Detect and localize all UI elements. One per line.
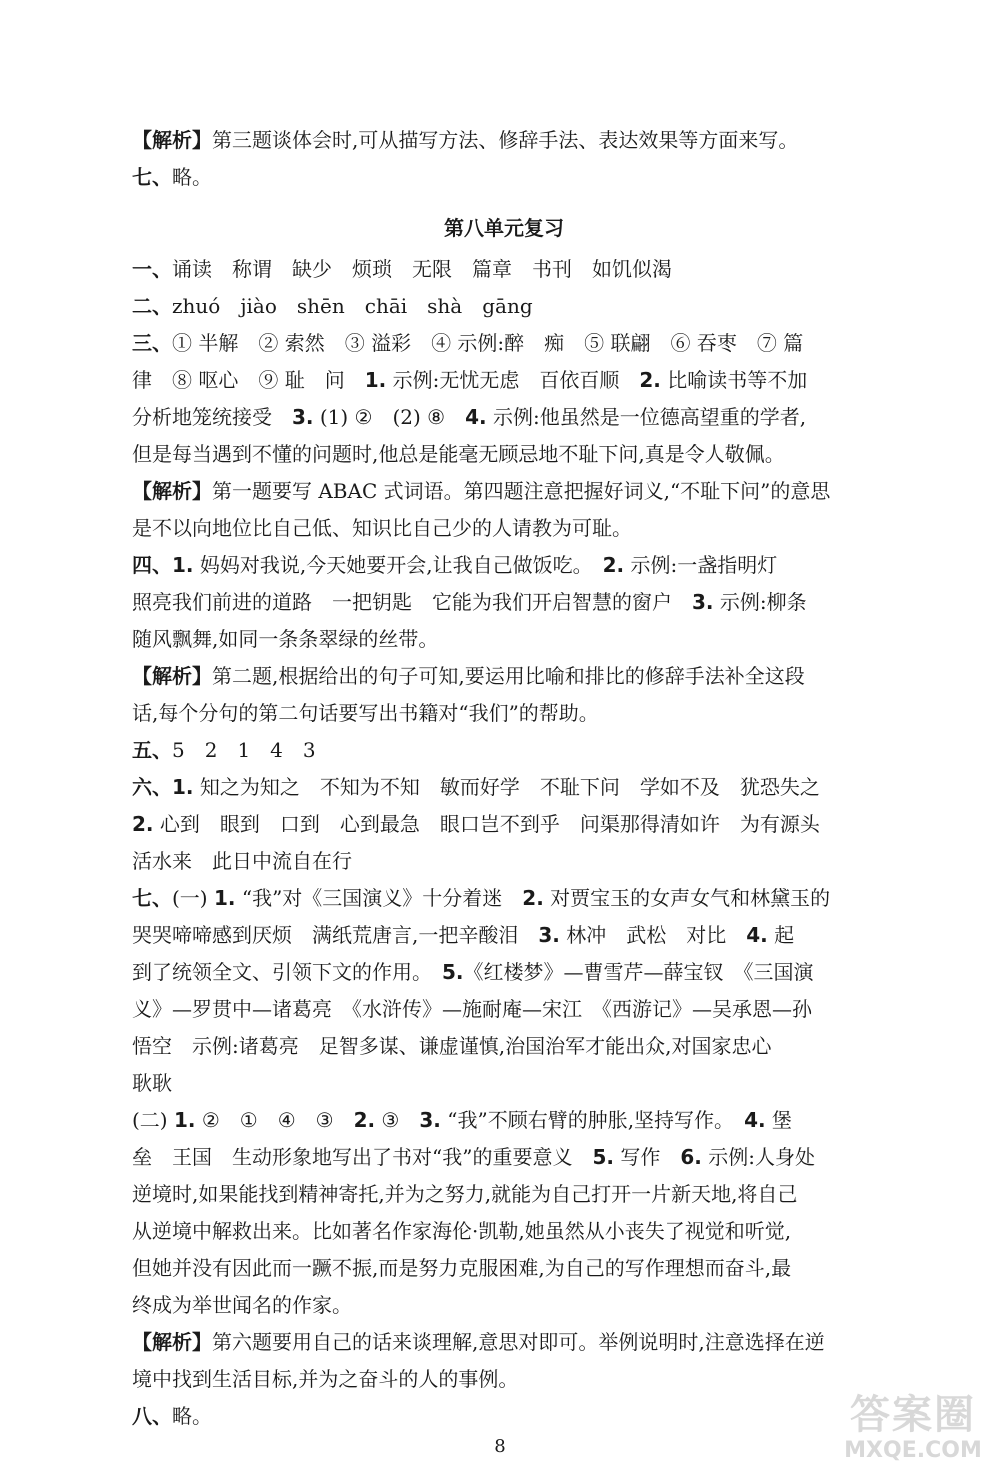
analysis-q3: 【解析】第一题要写 ABAC 式词语。第四题注意把握好词义,“不耻下问”的意思 是不以向地位比自己低、知识比自己少的人请教为可耻。 [132, 479, 831, 540]
question-7-prev: 七、略。 [132, 165, 212, 189]
question-3: 三、① 半解 ② 索然 ③ 溢彩 ④ 示例:醉 痴 ⑤ 联翩 ⑥ 吞枣 ⑦ 篇 律 ⑧ 呕心 ⑨ 耻 问 1. 示例:无忧无虑 百依百顺 2. 比喻读书等不加 分析地笼统接受 3. (1) ② (2) ⑧ 4. 示例:他虽然是一位德高望重的学者, 但是每当遇到不懂的问题时,他总是能毫无顾忌地不耻下问,真是令人敬佩。 [132, 331, 808, 466]
analysis-q4: 【解析】第二题,根据给出的句子可知,要运用比喻和排比的修辞手法补全这段 话,每个分句的第二句话要写出书籍对“我们”的帮助。 [132, 664, 805, 725]
question-2: 二、zhuó jiào shēn chāi shà gāng [132, 294, 533, 318]
page-content [132, 122, 876, 1435]
question-5: 五、5 2 1 4 3 [132, 738, 316, 762]
question-1: 一、诵读 称谓 缺少 烦琐 无限 篇章 书刊 如饥似渴 [132, 257, 672, 281]
page-number: 8 [494, 1436, 506, 1457]
question-4: 四、1. 妈妈对我说,今天她要开会,让我自己做饭吃。 2. 示例:一盏指明灯 照亮我们前进的道路 一把钥匙 它能为我们开启智慧的窗户 3. 示例:柳条 随风飘舞,如同一条条翠绿的丝带。 [132, 553, 807, 651]
question-8: 八、略。 [132, 1404, 212, 1428]
question-6: 六、1. 知之为知之 不知为不知 敏而好学 不耻下问 学如不及 犹恐失之 2. 心到 眼到 口到 心到最急 眼口岂不到乎 问渠那得清如许 为有源头 活水来 此日中流自在行 [132, 775, 820, 873]
analysis-top: 【解析】第三题谈体会时,可从描写方法、修辞手法、表达效果等方面来写。 [132, 128, 799, 152]
question-7: 七、(一) 1. “我”对《三国演义》十分着迷 2. 对贾宝玉的女声女气和林黛玉的 哭哭啼啼感到厌烦 满纸荒唐言,一把辛酸泪 3. 林冲 武松 对比 4. 起 到了统领全文、引领下文的作用。 5.《红楼梦》—曹雪芹—薛宝钗 《三国演 义》—罗贯中—诸葛亮 《水浒传》—施耐庵—宋江 《西游记》—吴承恩—孙 悟空 示例:诸葛亮 足智多谋、谦虚谨慎,治国治军才能出众,对国家忠心 耿耿 (二) 1. ② ① ④ ③ 2. ③ 3. “我”不顾右臂的肿胀,坚持写作。 4. 堡 垒 王国 生动形象地写出了书对“我”的重要意义 5. 写作 6. 示例:人身处 逆境时,如果能找到精神寄托,并为之努力,就能为自己打开一片新天地,将自己 从逆境中解救出来。比如著名作家海伦·凯勒,她虽然从小丧失了视觉和听觉, 但她并没有因此而一蹶不振,而是努力克服困难,为自己的写作理想而奋斗,最 终成为举世闻名的作家。 [132, 886, 831, 1317]
section-title: 第八单元复习 [444, 216, 564, 240]
watermark-logo: 答案圈 MXQE.COM [844, 1392, 982, 1463]
analysis-q7: 【解析】第六题要用自己的话来谈理解,意思对即可。举例说明时,注意选择在逆 境中找到生活目标,并为之奋斗的人的事例。 [132, 1330, 825, 1391]
